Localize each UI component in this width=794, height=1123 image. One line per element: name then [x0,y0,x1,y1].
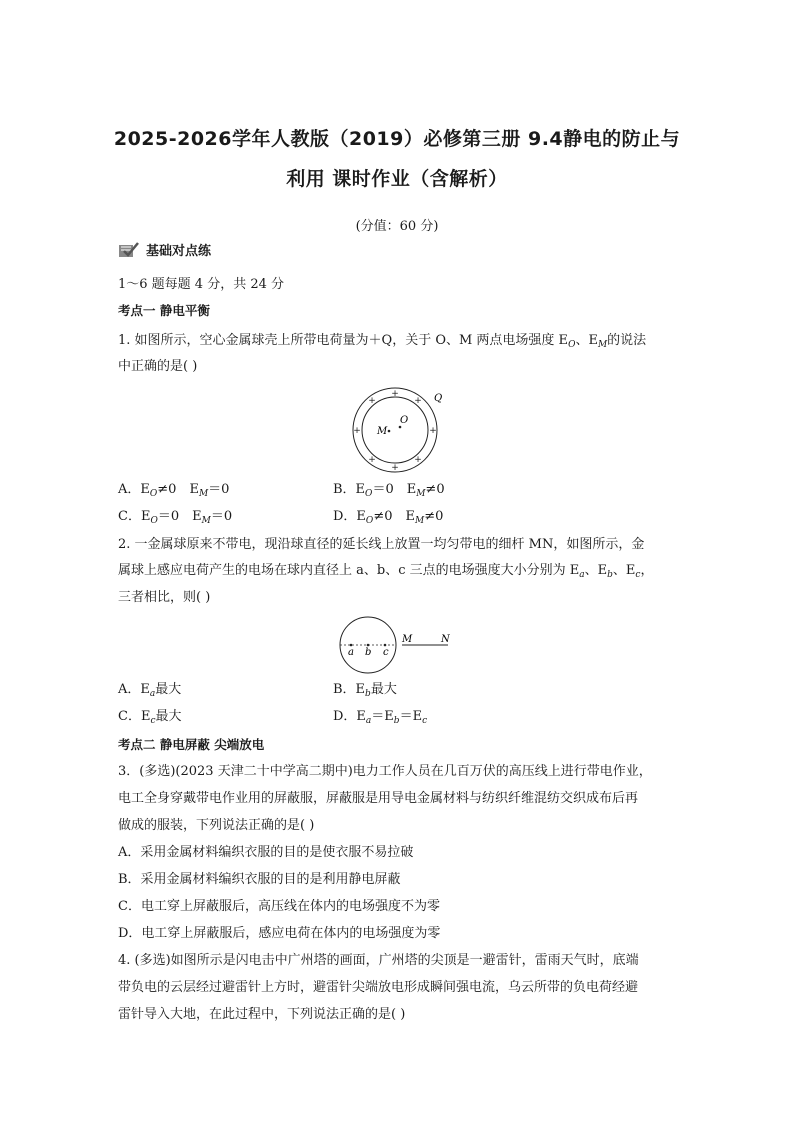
plus-sign: + [391,463,399,473]
plus-sign: + [429,426,437,436]
q3-option-d: D．电工穿上屏蔽服后，感应电荷在体内的电场强度为零 [118,926,441,941]
plus-sign: + [391,389,399,399]
label-q: Q [434,393,443,404]
q1-option-b: B．$E_O=0$ $E_M\ne 0$ [333,482,445,499]
label-c: c [383,647,389,658]
q3-line-1: 3．(多选)(2023 天津二十中学高二期中)电力工作人员在几百万伏的高压线上进行带电作业， [118,764,652,779]
topic-2-title: 考点二 静电屏蔽 尖端放电 [118,737,265,752]
q1-option-c: C．$E_O=0$ $E_M=0$ [118,509,233,526]
q3-option-c: C．电工穿上屏蔽服后，高压线在体内的电场强度不为零 [118,899,440,914]
q3-option-b: B．采用金属材料编织衣服的目的是利用静电屏蔽 [118,872,401,887]
q1-figure-sphere-shell [345,385,445,475]
q2-line-3: 三者相比，则( ) [118,590,211,605]
plus-sign: + [368,455,376,465]
q1-option-d: D．$E_O\ne 0$ $E_M\ne 0$ [333,509,444,526]
checkbox-icon [118,242,140,258]
q4-line-2: 带负电的云层经过避雷针上方时，避雷针尖端放电形成瞬间强电流，乌云所带的负电荷经避 [118,980,639,995]
q3-line-2: 电工全身穿戴带电作业用的屏蔽服，屏蔽服是用导电金属材料与纺织纤维混纺交织成布后再 [118,791,639,806]
plus-sign: + [414,455,422,465]
label-m: M [377,426,388,437]
q1-line-1: 1. 如图所示，空心金属球壳上所带电荷量为＋Q，关于 O、M 两点电场强度 $E_O$、$E_M$的说法 [118,333,647,350]
q2-line-1: 2. 一金属球原来不带电，现沿球直径的延长线上放置一均匀带电的细杆 MN，如图所示，金 [118,537,645,552]
q2-option-d: D．$E_a=E_b=E_c$ [333,709,428,726]
q1-option-a: A．$E_O\ne 0$ $E_M=0$ [118,482,230,499]
label-o: O [400,415,409,426]
label-a: a [348,647,354,658]
topic-1-title: 考点一 静电平衡 [118,303,210,318]
q3-line-3: 做成的服装，下列说法正确的是( ) [118,818,315,833]
points-info: 1～6 题每题 4 分，共 24 分 [118,277,285,292]
q3-option-a: A．采用金属材料编织衣服的目的是使衣服不易拉破 [118,845,414,860]
q2-option-b: B．$E_b$最大 [333,682,397,699]
q1-line-2: 中正确的是( ) [118,359,198,374]
title-line-2: 利用 课时作业（含解析） [286,168,508,190]
q4-line-3: 雷针导入大地，在此过程中，下列说法正确的是( ) [118,1007,406,1022]
plus-sign: + [368,396,376,406]
q2-line-2: 属球上感应电荷产生的电场在球内直径上 a、b、c 三点的电场强度大小分别为 $E_a$、$E_b$、$E_c$， [118,563,654,580]
section-header [118,240,211,259]
plus-sign: + [353,426,361,436]
score-info: (分值：60 分) [355,219,439,234]
label-m: M [402,634,413,645]
q2-option-a: A．$E_a$最大 [118,682,182,699]
label-n: N [441,634,450,645]
label-b: b [365,647,372,658]
section-title: 基础对点练 [146,244,212,259]
title-line-1: 2025-2026学年人教版（2019）必修第三册 9.4静电的防止与 [113,128,681,150]
q2-option-c: C．$E_c$最大 [118,709,182,726]
plus-sign: + [414,396,422,406]
q2-figure-sphere-rod [338,615,458,675]
q4-line-1: 4. (多选)如图所示是闪电击中广州塔的画面，广州塔的尖顶是一避雷针，雷雨天气时，底端 [118,953,639,968]
